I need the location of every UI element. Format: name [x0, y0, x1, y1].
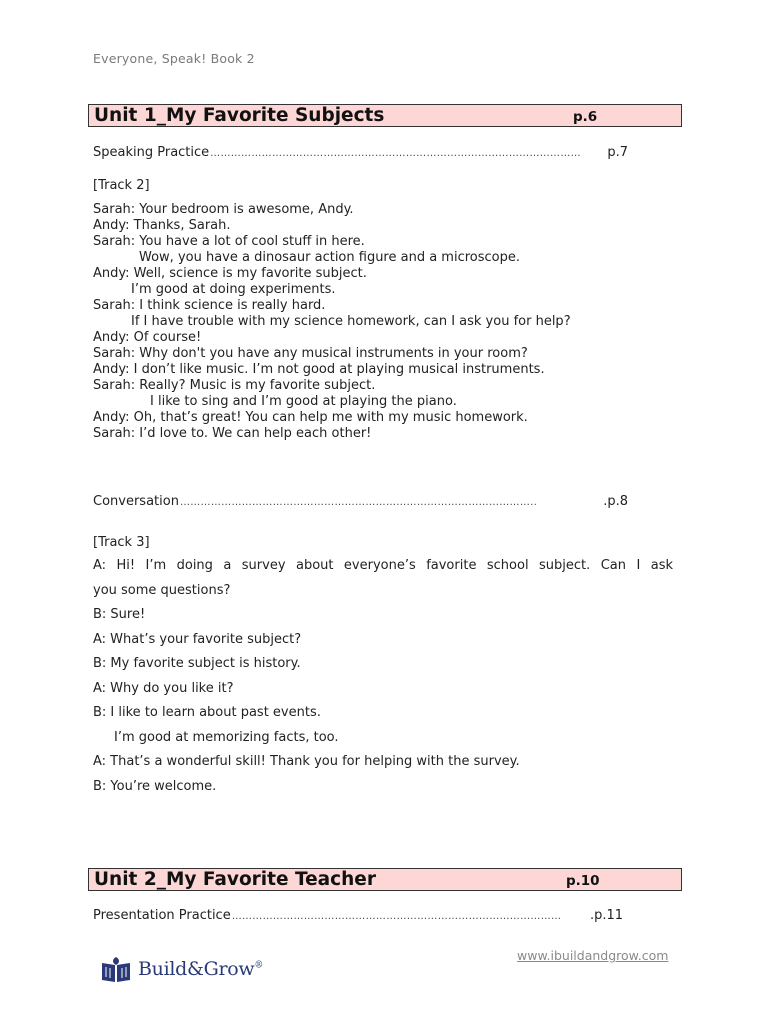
registered-mark: ®: [254, 960, 264, 971]
dialog-line: Sarah: Your bedroom is awesome, Andy.: [93, 202, 354, 217]
toc-conversation: [93, 494, 628, 511]
toc-dot-leader: ………………………………………………………………………………………………: [210, 148, 581, 159]
toc-conversation-page: .p.8: [603, 494, 628, 509]
logo-text: Build&Grow: [138, 958, 255, 980]
dialog-line: I’m good at memorizing facts, too.: [114, 729, 339, 745]
dialog-line: Andy: Of course!: [93, 330, 202, 345]
dialog-line: B: My favorite subject is history.: [93, 656, 301, 671]
dialog-line: B: Sure!: [93, 607, 146, 622]
toc-presentation-practice: [93, 908, 623, 925]
dialog-line: Sarah: You have a lot of cool stuff in here.: [93, 234, 365, 249]
toc-speaking-practice-page: p.7: [607, 145, 628, 160]
dialog-line: Andy: Well, science is my favorite subject.: [93, 266, 367, 281]
dialog-line: I like to sing and I’m good at playing the piano.: [150, 394, 457, 409]
toc-dot-leader: ……………………………………………………………………………………: [231, 911, 562, 922]
dialog-line: A: What’s your favorite subject?: [93, 631, 302, 647]
dialog-line: B: You’re welcome.: [93, 778, 217, 794]
dialog-line: Wow, you have a dinosaur action figure and a microscope.: [139, 250, 520, 265]
book-plant-icon: [100, 955, 132, 983]
dialog-line: Sarah: I’d love to. We can help each other!: [93, 426, 372, 441]
unit1-heading-box: [88, 104, 682, 127]
dialog-line: I’m good at doing experiments.: [131, 282, 336, 297]
track3-label: [Track 3]: [93, 535, 150, 550]
track3-dialog: [93, 558, 673, 803]
build-and-grow-logo: [100, 955, 263, 983]
dialog-line: Andy: Oh, that’s great! You can help me with my music homework.: [93, 410, 528, 425]
dialog-line: B: I like to learn about past events.: [93, 705, 321, 720]
dialog-line: If I have trouble with my science homework, can I ask you for help?: [131, 314, 571, 329]
dialog-line: A: Why do you like it?: [93, 680, 234, 696]
unit2-page: p.10: [566, 873, 600, 889]
unit2-heading-box: [88, 868, 682, 891]
dialog-line: Sarah: Why don't you have any musical instruments in your room?: [93, 346, 528, 361]
toc-presentation-practice-label: Presentation Practice: [93, 908, 231, 923]
dialog-line: you some questions?: [93, 582, 231, 598]
dialog-line: Andy: I don’t like music. I’m not good at playing musical instruments.: [93, 362, 545, 377]
toc-speaking-practice-label: Speaking Practice: [93, 145, 210, 160]
book-title-header: Everyone, Speak! Book 2: [93, 51, 255, 66]
dialog-line: Sarah: I think science is really hard.: [93, 298, 326, 313]
dialog-line: A: Hi! I’m doing a survey about everyone’s favorite school subject. Can I ask: [93, 558, 673, 573]
logo-wordmark: [138, 958, 263, 980]
toc-conversation-label: Conversation: [93, 494, 179, 509]
toc-speaking-practice: [93, 145, 628, 162]
track2-label: [Track 2]: [93, 178, 150, 193]
dialog-line: Sarah: Really? Music is my favorite subject.: [93, 378, 376, 393]
unit1-title: Unit 1_My Favorite Subjects: [94, 105, 385, 126]
toc-presentation-practice-page: .p.11: [589, 908, 623, 923]
dialog-line: A: That’s a wonderful skill! Thank you for helping with the survey.: [93, 754, 520, 769]
unit1-page: p.6: [573, 109, 598, 125]
toc-dot-leader: …………………………………………………………………………………………..: [179, 497, 538, 508]
dialog-line: Andy: Thanks, Sarah.: [93, 218, 231, 233]
website-link[interactable]: www.ibuildandgrow.com: [517, 948, 669, 963]
unit2-title: Unit 2_My Favorite Teacher: [94, 869, 376, 890]
track2-dialog: [93, 202, 571, 442]
